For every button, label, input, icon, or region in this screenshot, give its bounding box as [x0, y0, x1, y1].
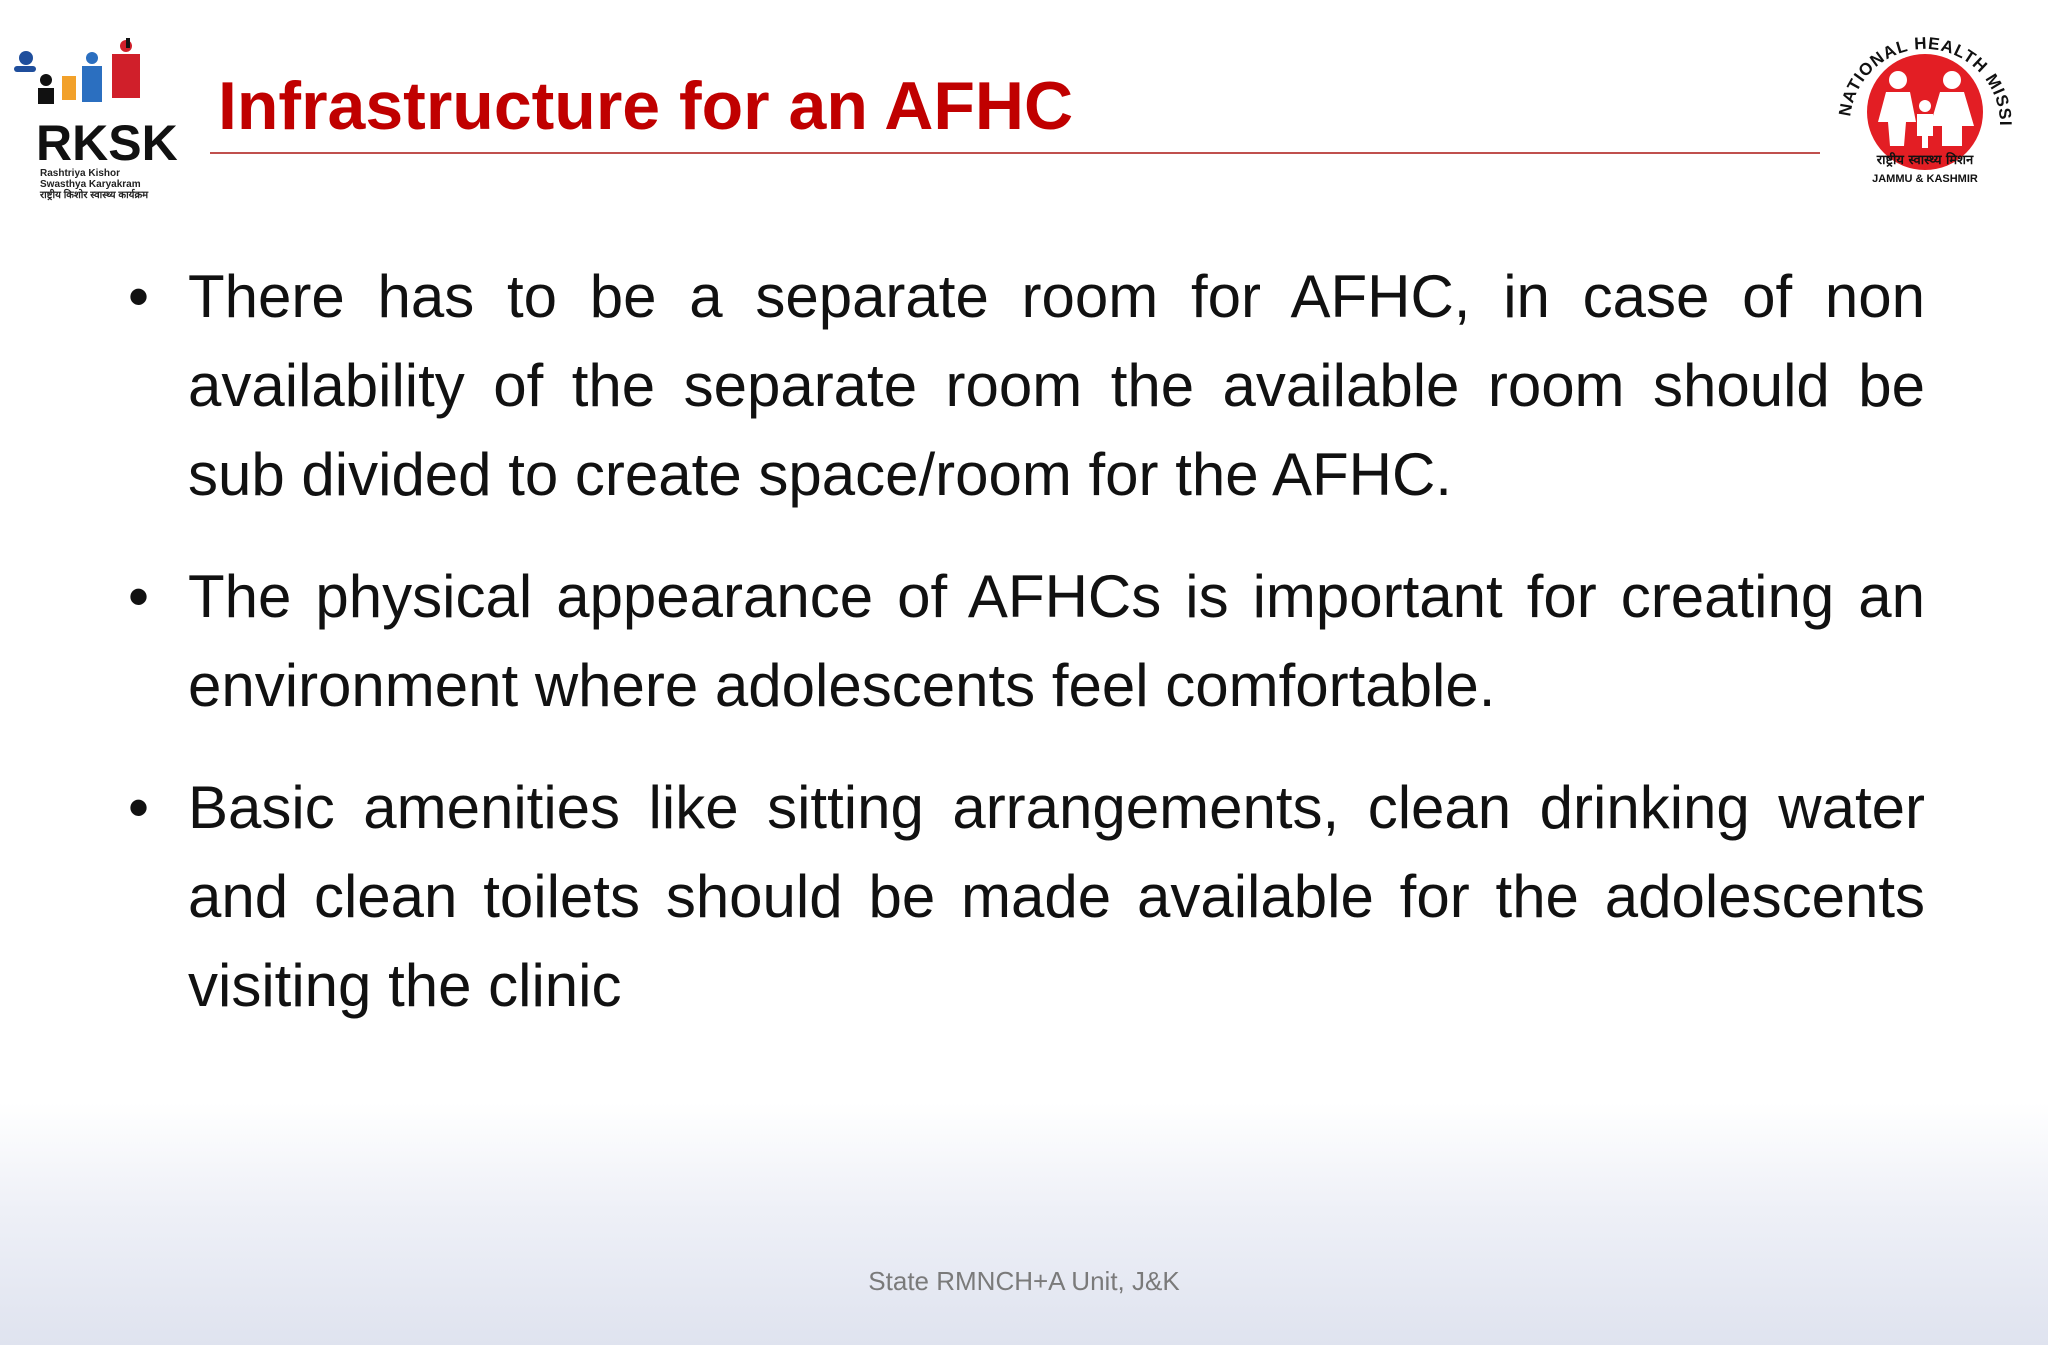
title-underline: [210, 152, 1820, 154]
nhm-logo: [1820, 14, 2030, 184]
bullet-item: [120, 763, 1925, 1030]
slide-title: Infrastructure for an AFHC: [218, 68, 1074, 144]
rksk-subtitle-line: Rashtriya Kishor: [40, 168, 121, 179]
rksk-logo: [0, 30, 200, 201]
rksk-brand-text: RKSK: [36, 115, 178, 171]
bullet-icon: •: [128, 263, 150, 330]
bullet-text: Basic amenities like sitting arrangements, clean drinking water and clean toilets should be made available for the adolescents visiting the clinic: [188, 774, 1925, 1019]
rksk-subtitle-line: Swasthya Karyakram: [40, 179, 141, 190]
bullet-text: The physical appearance of AFHCs is important for creating an environment where adolescents feel comfortable.: [188, 563, 1925, 719]
bullet-icon: •: [128, 774, 150, 841]
rksk-subtitle-line: राष्ट्रीय किशोर स्वास्थ्य कार्यक्रम: [40, 190, 149, 201]
nhm-region-text: JAMMU & KASHMIR: [1872, 173, 1978, 184]
bullet-icon: •: [128, 563, 150, 630]
rksk-logo-icon: [8, 36, 148, 108]
rksk-subtitle: [40, 168, 200, 201]
bullet-item: [120, 552, 1925, 730]
slide-footer: State RMNCH+A Unit, J&K: [868, 1266, 1180, 1296]
bullet-list: [120, 252, 1925, 1063]
nhm-logo-icon: [1820, 14, 2030, 184]
bullet-item: [120, 252, 1925, 519]
bullet-text: There has to be a separate room for AFHC, in case of non availability of the separate room the available room should be sub divided to create space/room for the AFHC.: [188, 263, 1925, 508]
nhm-arc-text: NATIONAL HEALTH MISSI: [1835, 33, 2016, 127]
nhm-hindi-text: राष्ट्रीय स्वास्थ्य मिशन: [1876, 153, 1974, 168]
